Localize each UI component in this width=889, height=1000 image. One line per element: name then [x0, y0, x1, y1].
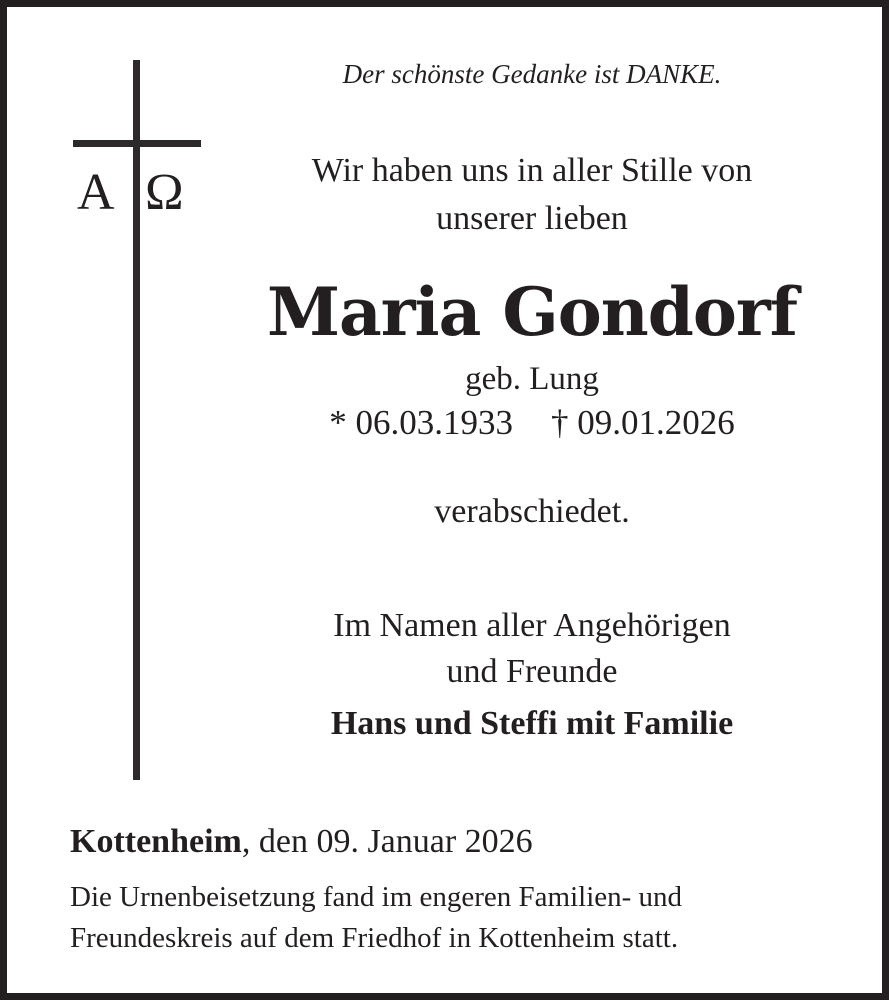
- birth-star-icon: *: [329, 403, 347, 442]
- cross-vertical-bar: [133, 60, 140, 780]
- signatories: Hans und Steffi mit Familie: [330, 705, 734, 742]
- burial-note-line-1: Die Urnenbeisetzung fand im engeren Familien- und: [70, 881, 683, 913]
- place-date-line: [70, 823, 533, 861]
- alpha-glyph: A: [77, 164, 115, 221]
- burial-note: [70, 877, 860, 959]
- birth-date: 06.03.1933: [355, 403, 513, 442]
- death-cross-icon: †: [551, 403, 569, 442]
- place-name: Kottenheim: [70, 823, 242, 860]
- motto: Der schönste Gedanke ist DANKE.: [342, 59, 722, 89]
- farewell-text: verabschiedet.: [434, 493, 630, 530]
- life-dates: [252, 403, 812, 443]
- intro-line-1: Wir haben uns in aller Stille von: [311, 152, 753, 189]
- intro-line-2: unserer lieben: [436, 200, 628, 237]
- death-date: 09.01.2026: [577, 403, 735, 442]
- omega-glyph: Ω: [145, 164, 184, 221]
- burial-note-line-2: Freundeskreis auf dem Friedhof in Kottenheim statt.: [70, 922, 679, 954]
- deceased-name: Maria Gondorf: [266, 273, 798, 351]
- maiden-name: geb. Lung: [465, 361, 599, 397]
- signature-intro: [252, 603, 812, 695]
- signature-intro-line-1: Im Namen aller Angehörigen: [333, 607, 731, 644]
- date-text: , den 09. Januar 2026: [241, 823, 533, 860]
- obituary-notice: [7, 7, 882, 993]
- signature-intro-line-2: und Freunde: [446, 653, 618, 690]
- cross-horizontal-bar: [73, 140, 201, 147]
- intro-text: [252, 147, 812, 243]
